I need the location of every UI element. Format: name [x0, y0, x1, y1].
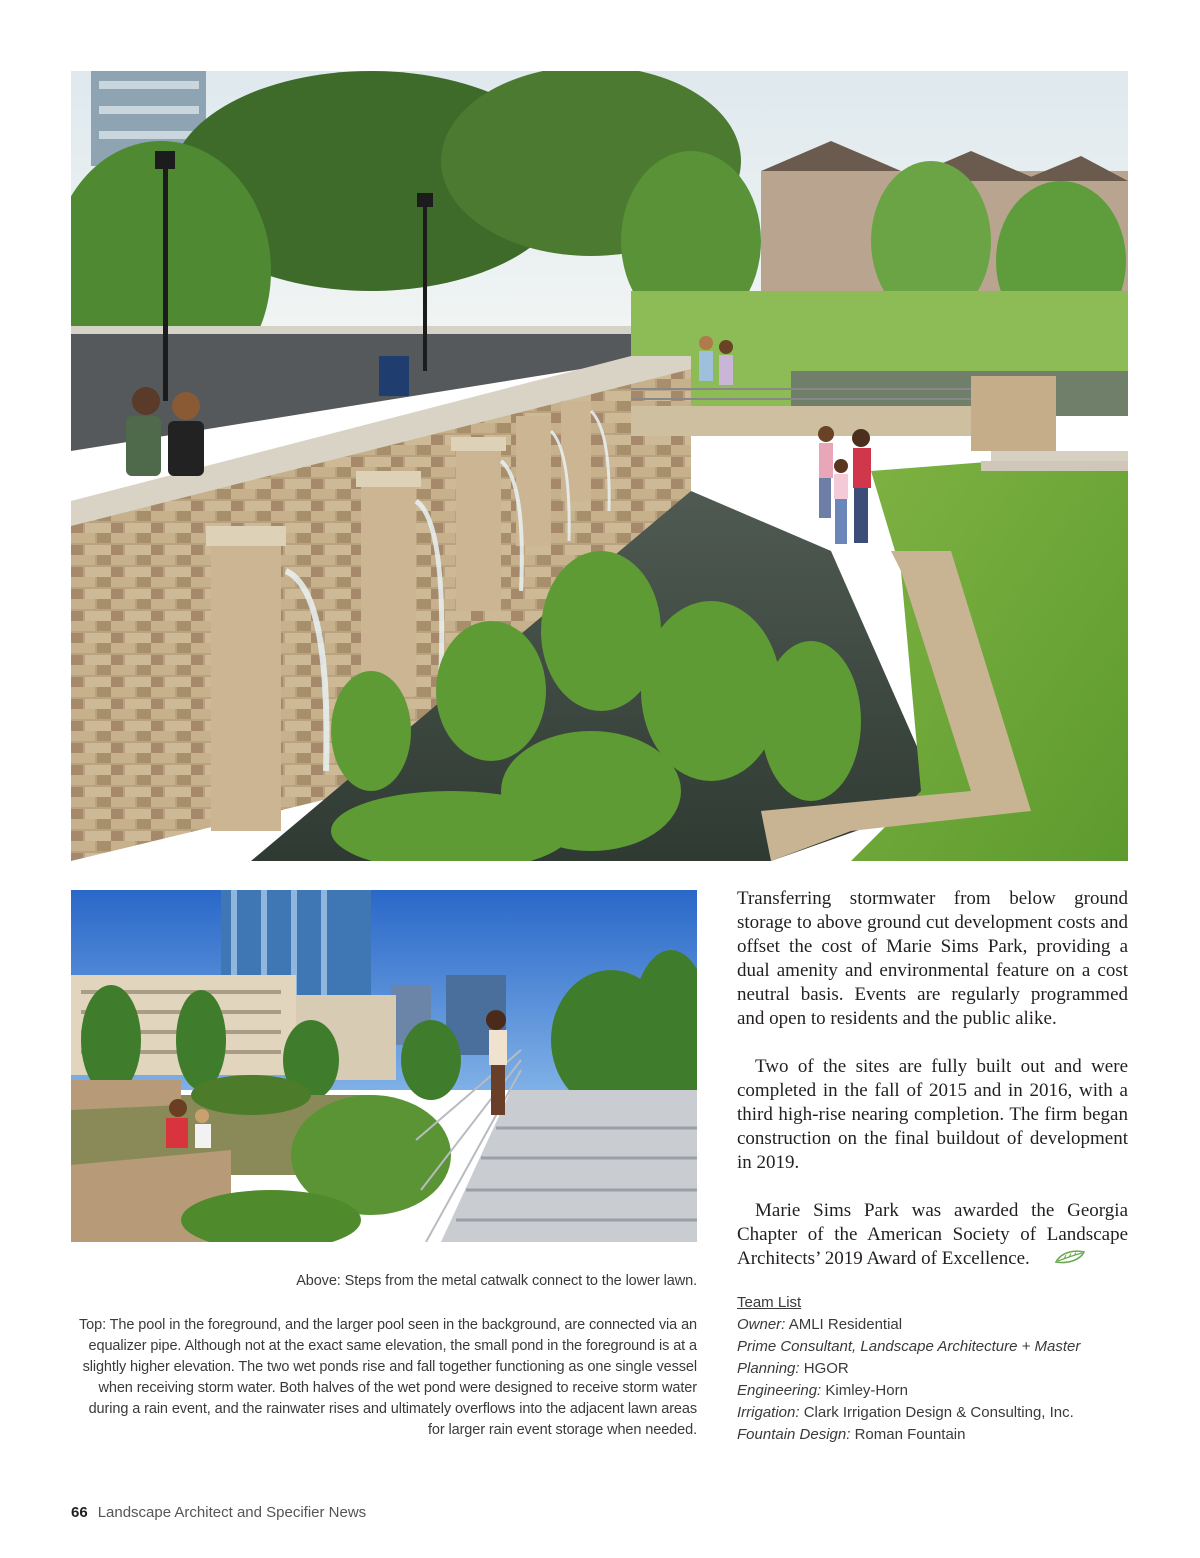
caption-above: Above: Steps from the metal catwalk connect to the lower lawn. [296, 1273, 697, 1289]
team-entry-fountain-design [737, 1424, 1128, 1446]
team-role: Planning: [737, 1360, 800, 1377]
team-name: Kimley-Horn [825, 1382, 908, 1399]
team-entry-planning [737, 1358, 1128, 1380]
bottom-photo-catwalk-steps [71, 890, 697, 1242]
article-paragraph-3-text: Marie Sims Park was awarded the Georgia Chapter of the American Society of Landscape Architects’ 2019 Award of Excellence. [737, 1200, 1128, 1269]
team-name: Roman Fountain [854, 1426, 966, 1443]
page-footer [71, 1504, 366, 1521]
article-paragraph-1: Transferring stormwater from below ground storage to above ground cut development costs and offset the cost of Marie Sims Park, providing a dual amenity and environmental feature on a cost neutral basis. Events are regularly programmed and open to residents and the public alike. [737, 888, 1128, 1029]
top-photo-fountain-wall [71, 71, 1128, 861]
team-entry-prime-consultant [737, 1336, 1128, 1358]
team-name: AMLI Residential [788, 1316, 903, 1333]
team-role: Irrigation: [737, 1404, 800, 1421]
article-paragraph-2: Two of the sites are fully built out and were completed in the fall of 2015 and in 2016, with a third high-rise nearing completion. The firm began construction on the final buildout of development in 2019. [737, 1056, 1128, 1173]
team-role: Fountain Design: [737, 1426, 851, 1443]
team-role: Owner: [737, 1316, 786, 1333]
leaf-icon [1036, 1248, 1086, 1272]
team-list [737, 1292, 1128, 1446]
article-paragraph-3 [737, 1199, 1128, 1272]
team-entry-owner [737, 1314, 1128, 1336]
team-list-heading: Team List [737, 1294, 802, 1311]
team-name: Clark Irrigation Design & Consulting, Inc. [803, 1404, 1074, 1421]
team-entry-irrigation [737, 1402, 1128, 1424]
caption-top: Top: The pool in the foreground, and the larger pool seen in the background, are connected via an equalizer pipe. Although not at the exact same elevation, the small pond in the foreground is at a slightly higher elevation. The two wet ponds rise and fall together functioning as one single vessel when receiving storm water. Both halves of the wet pond were designed to receive storm water during a rain event, and the rainwater rises and ultimately overflows into the adjacent lawn areas for larger rain event storage when needed. [79, 1317, 697, 1438]
team-role: Engineering: [737, 1382, 822, 1399]
team-name: HGOR [803, 1360, 849, 1377]
team-entry-engineering [737, 1380, 1128, 1402]
team-role: Prime Consultant, Landscape Architecture + Master [737, 1338, 1081, 1355]
page-number: 66 [71, 1504, 88, 1521]
publication-name: Landscape Architect and Specifier News [97, 1504, 367, 1521]
